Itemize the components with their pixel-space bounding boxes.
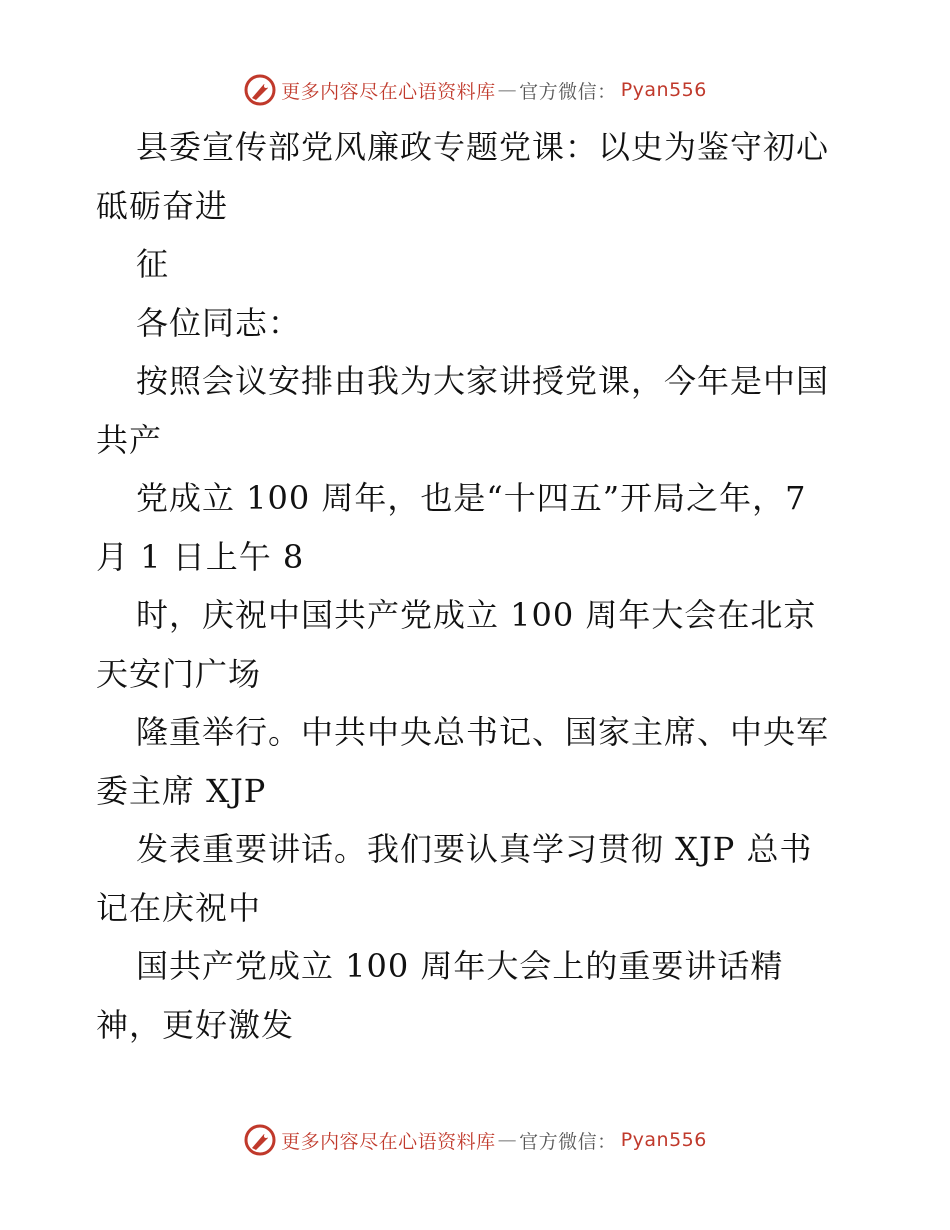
text-line: 党成立 100 周年，也是“十四五”开局之年，7 <box>136 479 807 517</box>
wechat-id: Pyan556 <box>620 1129 707 1151</box>
text-line: 共产 <box>96 420 163 459</box>
text-line: 神，更好激发 <box>96 1005 295 1044</box>
banner-dash: — <box>497 1129 518 1151</box>
document-body <box>96 118 866 1054</box>
text-line: 各位同志： <box>136 303 302 342</box>
text-line: 记在庆祝中 <box>96 888 262 927</box>
fountain-pen-seal-icon <box>243 1123 277 1157</box>
text-line: 月 1 日上午 8 <box>96 537 305 576</box>
text-line: 天安门广场 <box>96 654 262 693</box>
text-line: 委主席 XJP <box>96 771 267 810</box>
wechat-id: Pyan556 <box>620 79 707 101</box>
text-line: 砥砺奋进 <box>96 186 229 225</box>
banner-text: 更多内容尽在心语资料库 <box>281 80 496 103</box>
header-banner <box>0 72 950 108</box>
wechat-label: 官方微信： <box>519 1130 617 1153</box>
text-line: 国共产党成立 100 周年大会上的重要讲话精 <box>136 947 784 985</box>
wechat-label: 官方微信： <box>519 80 617 103</box>
banner-text: 更多内容尽在心语资料库 <box>281 1130 496 1153</box>
banner-dash: — <box>497 79 518 101</box>
fountain-pen-seal-icon <box>243 73 277 107</box>
text-line: 隆重举行。中共中央总书记、国家主席、中央军 <box>136 713 830 751</box>
footer-banner <box>0 1122 950 1158</box>
text-line: 征 <box>136 245 170 283</box>
text-line: 按照会议安排由我为大家讲授党课，今年是中国 <box>136 362 830 400</box>
text-line: 时，庆祝中国共产党成立 100 周年大会在北京 <box>136 596 817 634</box>
text-line: 发表重要讲话。我们要认真学习贯彻 XJP 总书 <box>136 830 813 868</box>
text-line: 县委宣传部党风廉政专题党课：以史为鉴守初心 <box>136 128 830 166</box>
